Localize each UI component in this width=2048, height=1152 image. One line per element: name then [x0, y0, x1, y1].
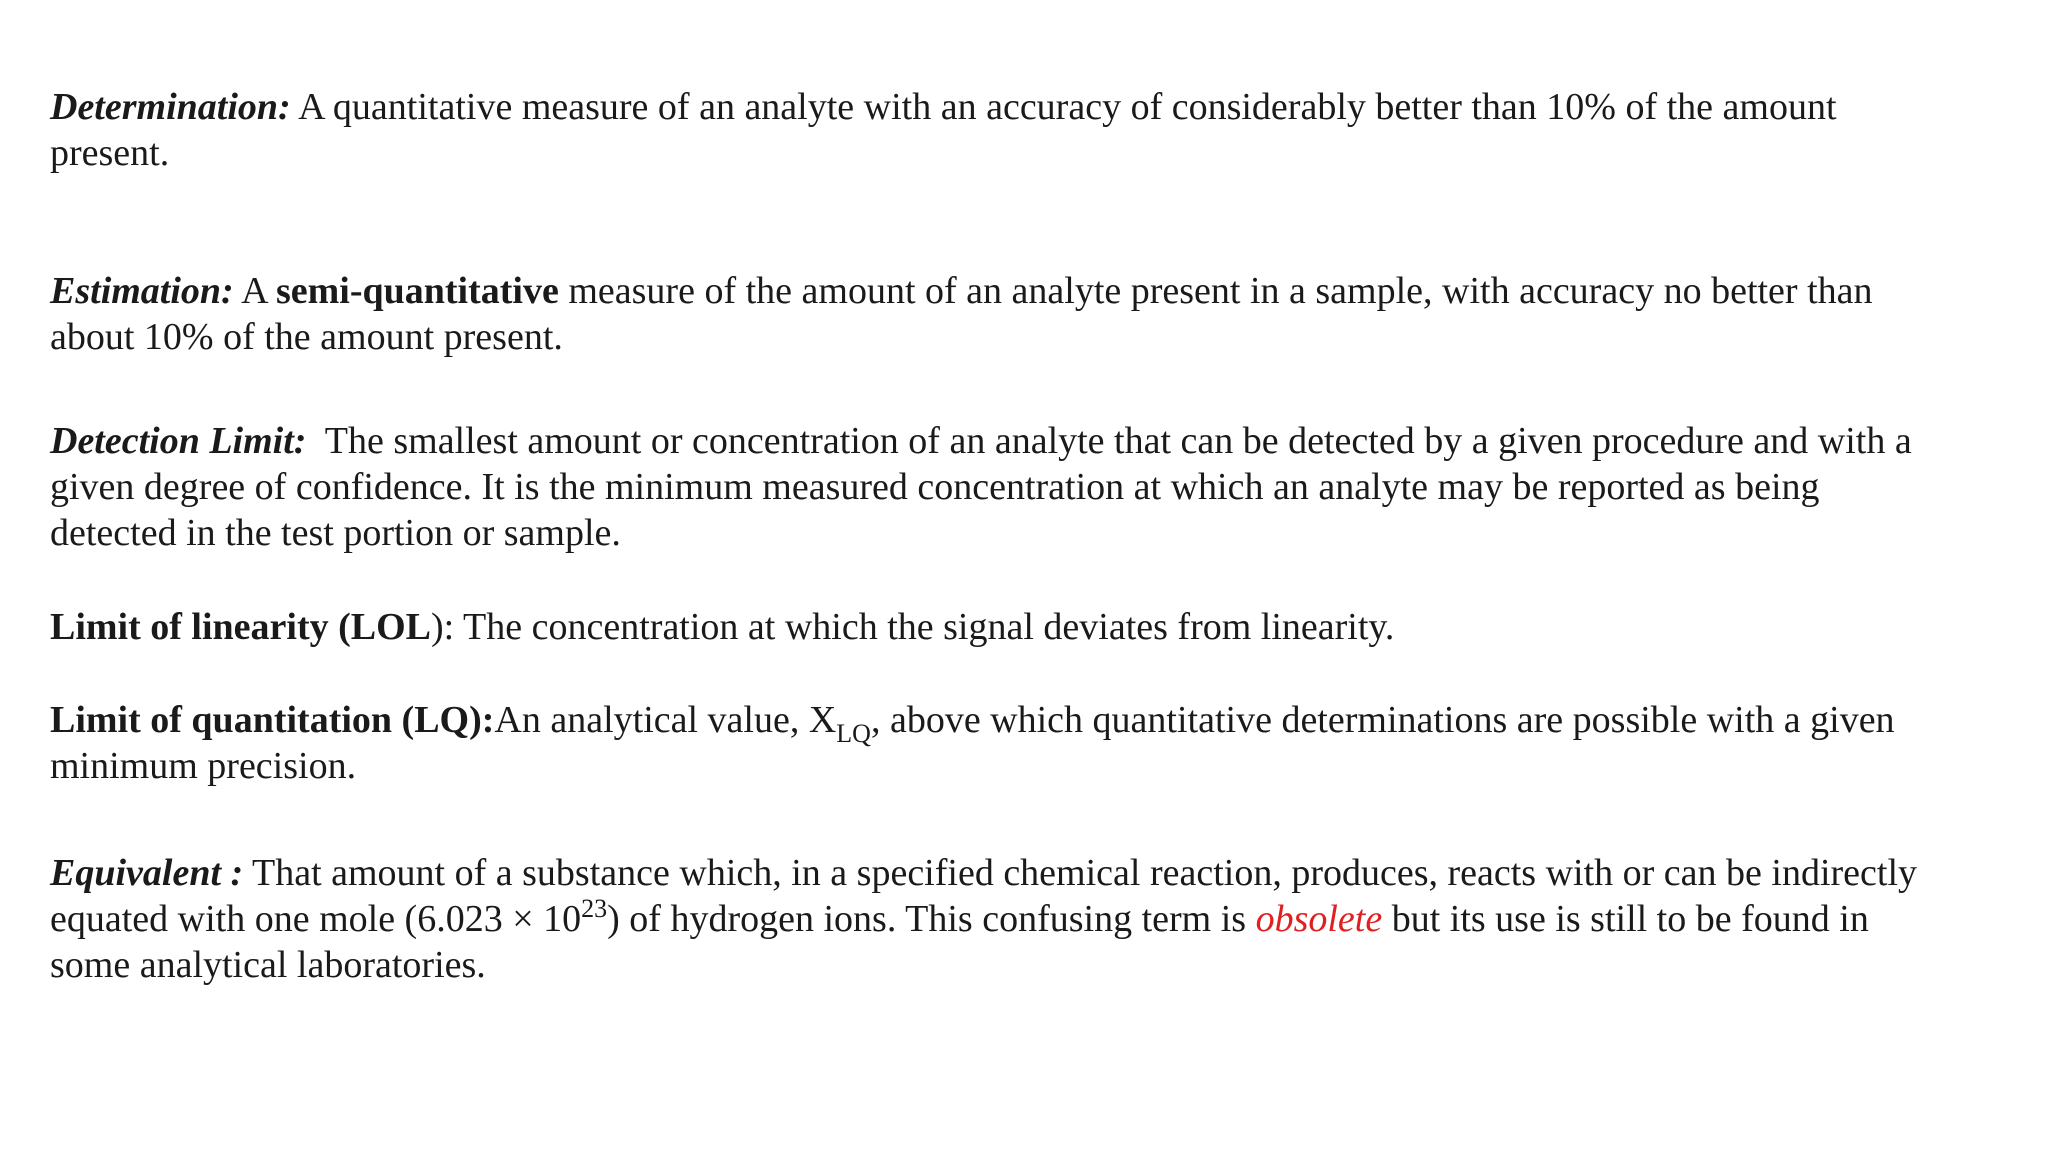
- text-lol: ): The concentration at which the signal deviates from linearity.: [431, 606, 1395, 648]
- text-detection-limit: The smallest amount or concentration of an analyte that can be detected by a given procedure and with a given degree of confidence. It is the minimum measured concentration at which an analyte may be reported as being detected in the test portion or sample.: [50, 420, 1922, 554]
- term-estimation: Estimation:: [50, 270, 234, 312]
- text-lq-after: , above which quantitative determinations are possible with a given minimum precision.: [50, 699, 1895, 787]
- term-determination: Determination:: [50, 86, 291, 128]
- text-equivalent-before: That amount of a substance which, in a specified chemical reaction, produces, reacts with or can be indirectly equated with one mole (6.023 × 10: [50, 852, 1918, 940]
- definition-detection-limit: [50, 418, 1950, 556]
- emphasis-semi-quantitative: semi-quantitative: [275, 270, 559, 312]
- definition-equivalent: [50, 850, 1950, 988]
- text-estimation-after: measure of the amount of an analyte present in a sample, with accuracy no better than about 10% of the amount present.: [50, 270, 1873, 358]
- definition-estimation: [50, 268, 1950, 360]
- term-equivalent: Equivalent :: [50, 852, 244, 894]
- definition-lq: [50, 697, 1950, 789]
- highlight-obsolete: obsolete: [1255, 898, 1383, 940]
- definition-lol: [50, 604, 1950, 650]
- text-determination: A quantitative measure of an analyte with an accuracy of considerably better than 10% of the amount present.: [50, 86, 1837, 174]
- term-lol: Limit of linearity (LOL: [50, 606, 432, 648]
- subscript-lq: LQ: [836, 719, 871, 748]
- superscript-23: 23: [581, 894, 608, 923]
- definition-determination: [50, 84, 1950, 176]
- term-lq: Limit of quantitation (LQ):: [50, 699, 495, 741]
- text-lq-before: An analytical value, X: [494, 699, 837, 741]
- text-estimation-before: A: [233, 270, 276, 312]
- text-equivalent-after: but its use is still to be found in some analytical laboratories.: [50, 898, 1869, 986]
- text-equivalent-middle: ) of hydrogen ions. This confusing term is: [607, 898, 1256, 940]
- term-detection-limit: Detection Limit:: [50, 420, 307, 462]
